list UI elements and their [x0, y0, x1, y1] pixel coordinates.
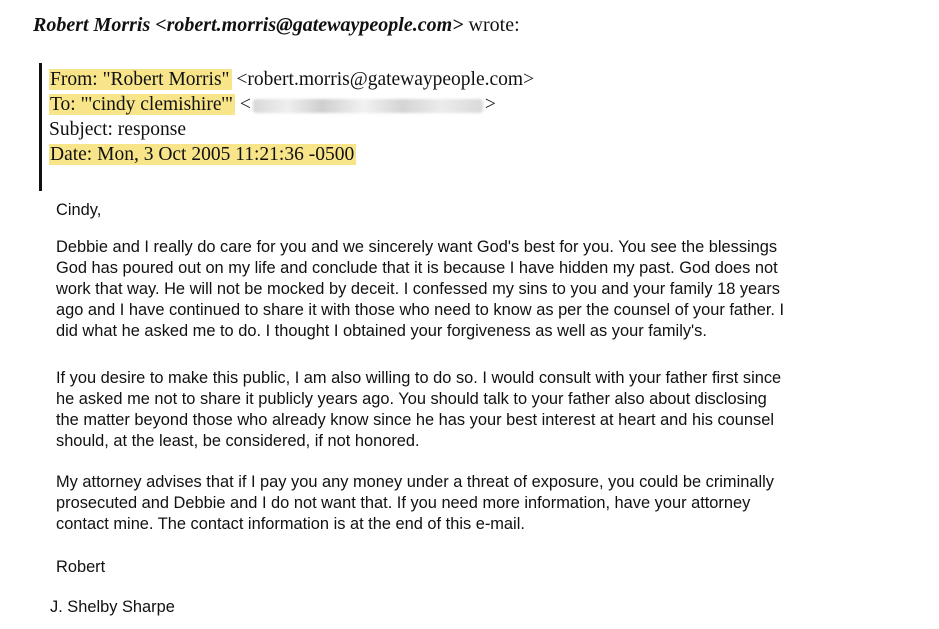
subject-line	[49, 117, 534, 142]
paragraph-2	[56, 368, 781, 452]
from-line	[49, 67, 534, 92]
from-email: <robert.morris@gatewaypeople.com>	[236, 69, 535, 90]
paragraph-1	[56, 237, 784, 342]
paragraph-2-line: should, at the least, be considered, if not honored.	[56, 432, 420, 450]
to-email-close: >	[484, 94, 496, 115]
paragraph-3-line: contact mine. The contact information is at the end of this e-mail.	[56, 515, 525, 533]
email-header-block	[49, 67, 534, 167]
date-line	[49, 142, 534, 167]
greeting: Cindy,	[56, 201, 102, 219]
paragraph-1-line: work that way. He will not be mocked by deceit. I confessed my sins to you and your family 18 years	[56, 280, 780, 298]
paragraph-2-line: If you desire to make this public, I am also willing to do so. I would consult with your father first since	[56, 369, 782, 387]
paragraph-3-line: prosecuted and Debbie and I do not want that. If you need more information, have your attorney	[56, 494, 751, 512]
to-highlight	[49, 94, 235, 115]
wrote-line	[33, 14, 520, 37]
paragraph-1-line: did what he asked me to do. I thought I obtained your forgiveness as well as your family's.	[56, 322, 707, 340]
quote-bar	[39, 63, 42, 191]
subject-label: Subject:	[49, 119, 113, 140]
to-line	[49, 92, 534, 117]
paragraph-1-line: Debbie and I really do care for you and we sincerely want God's best for you. You see the blessings	[56, 238, 778, 256]
from-highlight	[49, 69, 232, 90]
date-label: Date:	[50, 144, 93, 165]
wrote-suffix: wrote:	[468, 14, 520, 36]
redacted-email	[253, 99, 483, 113]
to-email-open: <	[239, 94, 251, 115]
paragraph-3-line: My attorney advises that if I pay you any money under a threat of exposure, you could be criminally	[56, 473, 774, 491]
paragraph-2-line: he asked me not to share it publicly years ago. You should talk to your father also about disclosing	[56, 390, 767, 408]
closing-name: Robert	[56, 558, 106, 576]
subject-value: response	[117, 119, 187, 140]
to-label: To:	[50, 94, 76, 115]
to-name: "'cindy clemishire'"	[80, 94, 233, 115]
paragraph-3	[56, 472, 774, 535]
date-highlight	[49, 144, 356, 165]
wrote-author: Robert Morris <robert.morris@gatewaypeople.com>	[33, 14, 464, 36]
paragraph-1-line: God has poured out on my life and conclude that it is because I have hidden my past. God does not	[56, 259, 778, 277]
date-value: Mon, 3 Oct 2005 11:21:36 -0500	[97, 144, 355, 165]
paragraph-2-line: the matter beyond those who already know since he has your best interest at heart and his counsel	[56, 411, 774, 429]
paragraph-1-line: ago and I have continued to share it with those who need to know as per the counsel of your father. I	[56, 301, 785, 319]
signature-name: J. Shelby Sharpe	[50, 598, 175, 616]
from-label: From:	[50, 69, 98, 90]
from-name: "Robert Morris"	[102, 69, 230, 90]
